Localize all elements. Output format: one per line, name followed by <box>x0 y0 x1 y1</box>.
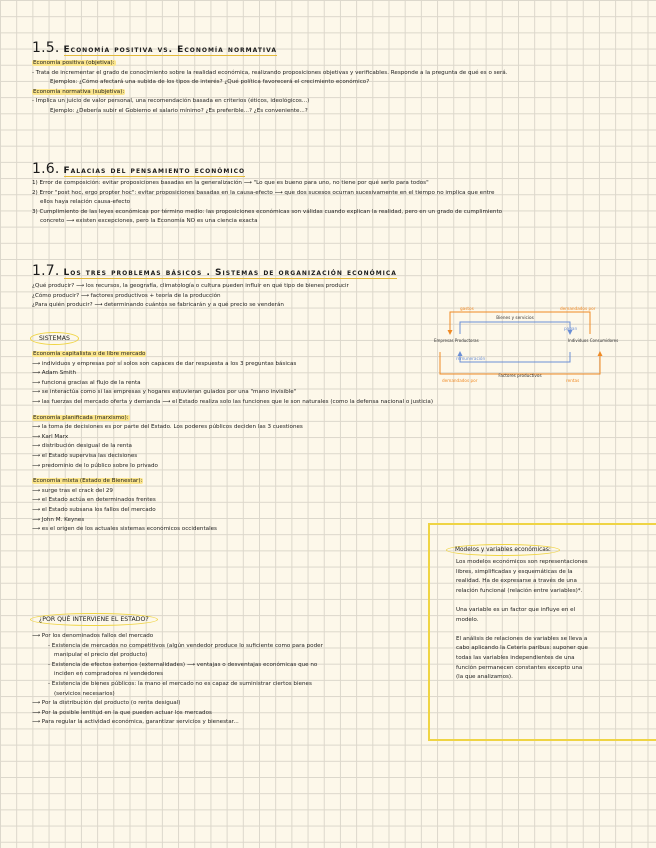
question-line: ¿Cómo producir? ⟶ factores productivos + teoría de la producción <box>32 292 221 299</box>
section-1-7-title <box>32 263 397 279</box>
list-item: ⟶ el Estado subsana los fallos del mercado <box>32 506 156 513</box>
label-pagan: pagan <box>564 326 578 331</box>
list-item: ⟶ Adam Smith <box>32 370 77 377</box>
list-item: ⟶ la toma de decisiones es por parte del Estado. Los poderes públicos deciden las 3 cuestiones <box>32 424 303 431</box>
list-item: - Existencia de bienes públicos: la mano el mercado no es capaz de suministrar ciertos bienes <box>48 680 312 687</box>
spacer <box>456 625 588 635</box>
text-line: Ejemplo: ¿Debería subir el Gobierno el salario mínimo? ¿Es preferible...? ¿Es conveniente...? <box>50 107 308 114</box>
label-rentas: rentas <box>566 378 580 383</box>
label-demandados-top: demandados por <box>560 306 596 311</box>
list-item: (servicios necesarios) <box>54 690 115 697</box>
list-item: ⟶ predominio de lo público sobre lo privado <box>32 462 158 469</box>
estado-label: ¿POR QUÉ INTERVIENE EL ESTADO? <box>30 615 158 625</box>
list-item: ⟶ distribución desigual de la renta <box>32 443 132 450</box>
section-1-6-title <box>32 161 245 177</box>
section-heading: Economía positiva vs. Economía normativa <box>63 45 278 55</box>
section-heading: Falacias del pensamiento económico <box>63 166 246 176</box>
circular-flow-diagram <box>420 304 620 384</box>
section-number: 1.5. <box>32 40 60 56</box>
list-item: ⟶ Por los denominados fallos del mercado <box>32 633 154 639</box>
paragraph-line: Una variable es un factor que influye en el <box>456 606 576 613</box>
paragraph-line: todas las variables independientes de una <box>456 654 575 661</box>
text-line: Ejemplos: ¿Cómo afectará una subida de los tipos de interés? ¿Qué política favorecerá el crecimiento económico? <box>50 79 370 86</box>
section-number: 1.7. <box>32 263 60 279</box>
paragraph-line: relación funcional (relación entre variables)*. <box>456 587 583 594</box>
section-1-5-title <box>32 40 277 56</box>
list-item: ⟶ es el origen de los actuales sistemas económicos occidentales <box>32 526 217 533</box>
fallacy-line: 1) Error de composición: evitar proposiciones basadas en la generalización ⟶ "Lo que es bueno para uno, no tiene por qué serlo para todos" <box>32 180 429 186</box>
label-gastos: gastos <box>460 306 474 311</box>
section-1-5-body <box>32 59 508 117</box>
paragraph-line: realidad. Ha de expresarse a través de una <box>456 578 577 585</box>
list-item: - Existencia de efectos externos (externalidades) ⟶ ventajas o desventajas económicas que no <box>48 661 318 668</box>
label-factors: Factores productivos <box>498 373 542 378</box>
list-item: ⟶ el Estado actúa en determinados frentes <box>32 497 156 504</box>
node-households: Individuos Consumidores <box>568 338 619 343</box>
list-item: ⟶ las fuerzas del mercado oferta y demanda ⟶ el Estado realiza solo las funciones que le son naturales (como la defensa nacional o justicia) <box>32 398 434 405</box>
text-line: - Trata de incrementar el grado de conocimiento sobre la realidad económica, realizando proposiciones objetivas y verificables. Responde a la pregunta de qué es o será. <box>32 69 508 76</box>
estado-body <box>32 632 323 728</box>
section-heading: Los tres problemas básicos . Sistemas de organización económica <box>63 268 397 278</box>
list-item: ⟶ Por la posible lentitud en la que pueden actuar los mercados <box>32 709 212 716</box>
list-item: ⟶ John M. Keynes <box>32 516 85 523</box>
system-heading: Economía mixta (Estado de Bienestar): <box>33 478 143 485</box>
fallacy-line: 3) Cumplimiento de las leyes económicas por término medio: las proposiciones económicas son válidas cuando explican la realidad, pero en un grado de cumplimiento <box>32 208 503 215</box>
list-item: ⟶ Para regular la actividad económica, garantizar servicios y bienestar... <box>32 719 239 726</box>
section-1-7-body <box>32 282 349 311</box>
sistemas-body <box>32 350 433 535</box>
list-item: ⟶ el Estado supervisa las decisiones <box>32 452 138 459</box>
label-remuneracion: remuneración <box>456 356 486 361</box>
spacer <box>456 596 588 606</box>
subheading: Economía normativa (subjetiva): <box>33 88 125 95</box>
fallacy-line: ellos haya relación causa-efecto <box>40 199 131 206</box>
paragraph-line: (la que analizamos). <box>456 674 513 681</box>
sistemas-label: SISTEMAS <box>30 334 79 344</box>
modelos-title: Modelos y variables económicas: <box>446 546 560 556</box>
fallacy-line: 2) Error "post hoc, ergo propter hoc": evitar proposiciones basadas en la causa-efecto ⟶ que dos sucesos ocurran sucesivamente en el tiempo no implica que entre <box>32 189 495 196</box>
list-item: ⟶ funciona gracias al flujo de la renta <box>32 379 141 386</box>
list-item: ⟶ surge tras el crack del 29 <box>32 487 113 494</box>
list-item: ⟶ se interactúa como si las empresas y hogares estuvieran guiados por una "mano invisible" <box>32 389 297 396</box>
node-firms: Empresas Productoras <box>434 338 479 343</box>
paragraph-line: El análisis de relaciones de variables se lleva a <box>456 635 588 642</box>
fallacy-line: concreto ⟶ existen excepciones, pero la Economía NO es una ciencia exacta <box>40 218 258 225</box>
question-line: ¿Para quién producir? ⟶ determinando cuántos se fabricarán y a qué precio se venderán <box>32 302 284 309</box>
section-1-6-body <box>32 179 502 227</box>
list-item: ⟶ Karl Marx <box>32 433 69 440</box>
subheading: Economía positiva (objetiva): <box>33 60 115 66</box>
list-item: ⟶ individuos y empresas por sí solos son capaces de dar respuesta a los 3 preguntas básicas <box>32 360 297 367</box>
system-heading: Economía capitalista o de libre mercado <box>33 351 146 357</box>
list-item: inciden en compradores ni vendedores <box>54 671 163 678</box>
text-line: - Implica un juicio de valor personal, una recomendación basada en criterios (éticos, ideológicos...) <box>32 98 310 105</box>
paragraph-line: función permanecen constantes excepto una <box>456 664 583 671</box>
label-demandados-bottom: demandados por <box>442 378 478 383</box>
paragraph-line: libres, simplificadas y esquemáticas de la <box>456 568 573 575</box>
list-item: manipular el precio del producto) <box>54 652 148 659</box>
system-heading: Economía planificada (marxismo): <box>33 414 129 421</box>
paragraph-line: Los modelos económicos son representaciones <box>456 559 588 565</box>
flow-arrow-goods <box>460 322 570 334</box>
list-item: - Existencia de mercados no competitivos (algún vendedor produce lo suficiente como para poder <box>48 642 323 649</box>
modelos-body <box>456 558 588 683</box>
paragraph-line: cabo aplicando la Ceteris paribus: suponer que <box>456 645 588 652</box>
question-line: ¿Qué producir? ⟶ los recursos, la geografía, climatología o cultura pueden influir en qué tipo de bienes producir <box>32 283 349 289</box>
paragraph-line: modelo. <box>456 616 479 623</box>
label-goods: Bienes y servicios <box>496 315 534 320</box>
section-number: 1.6. <box>32 161 60 177</box>
list-item: ⟶ Por la distribución del producto (o renta desigual) <box>32 700 181 707</box>
